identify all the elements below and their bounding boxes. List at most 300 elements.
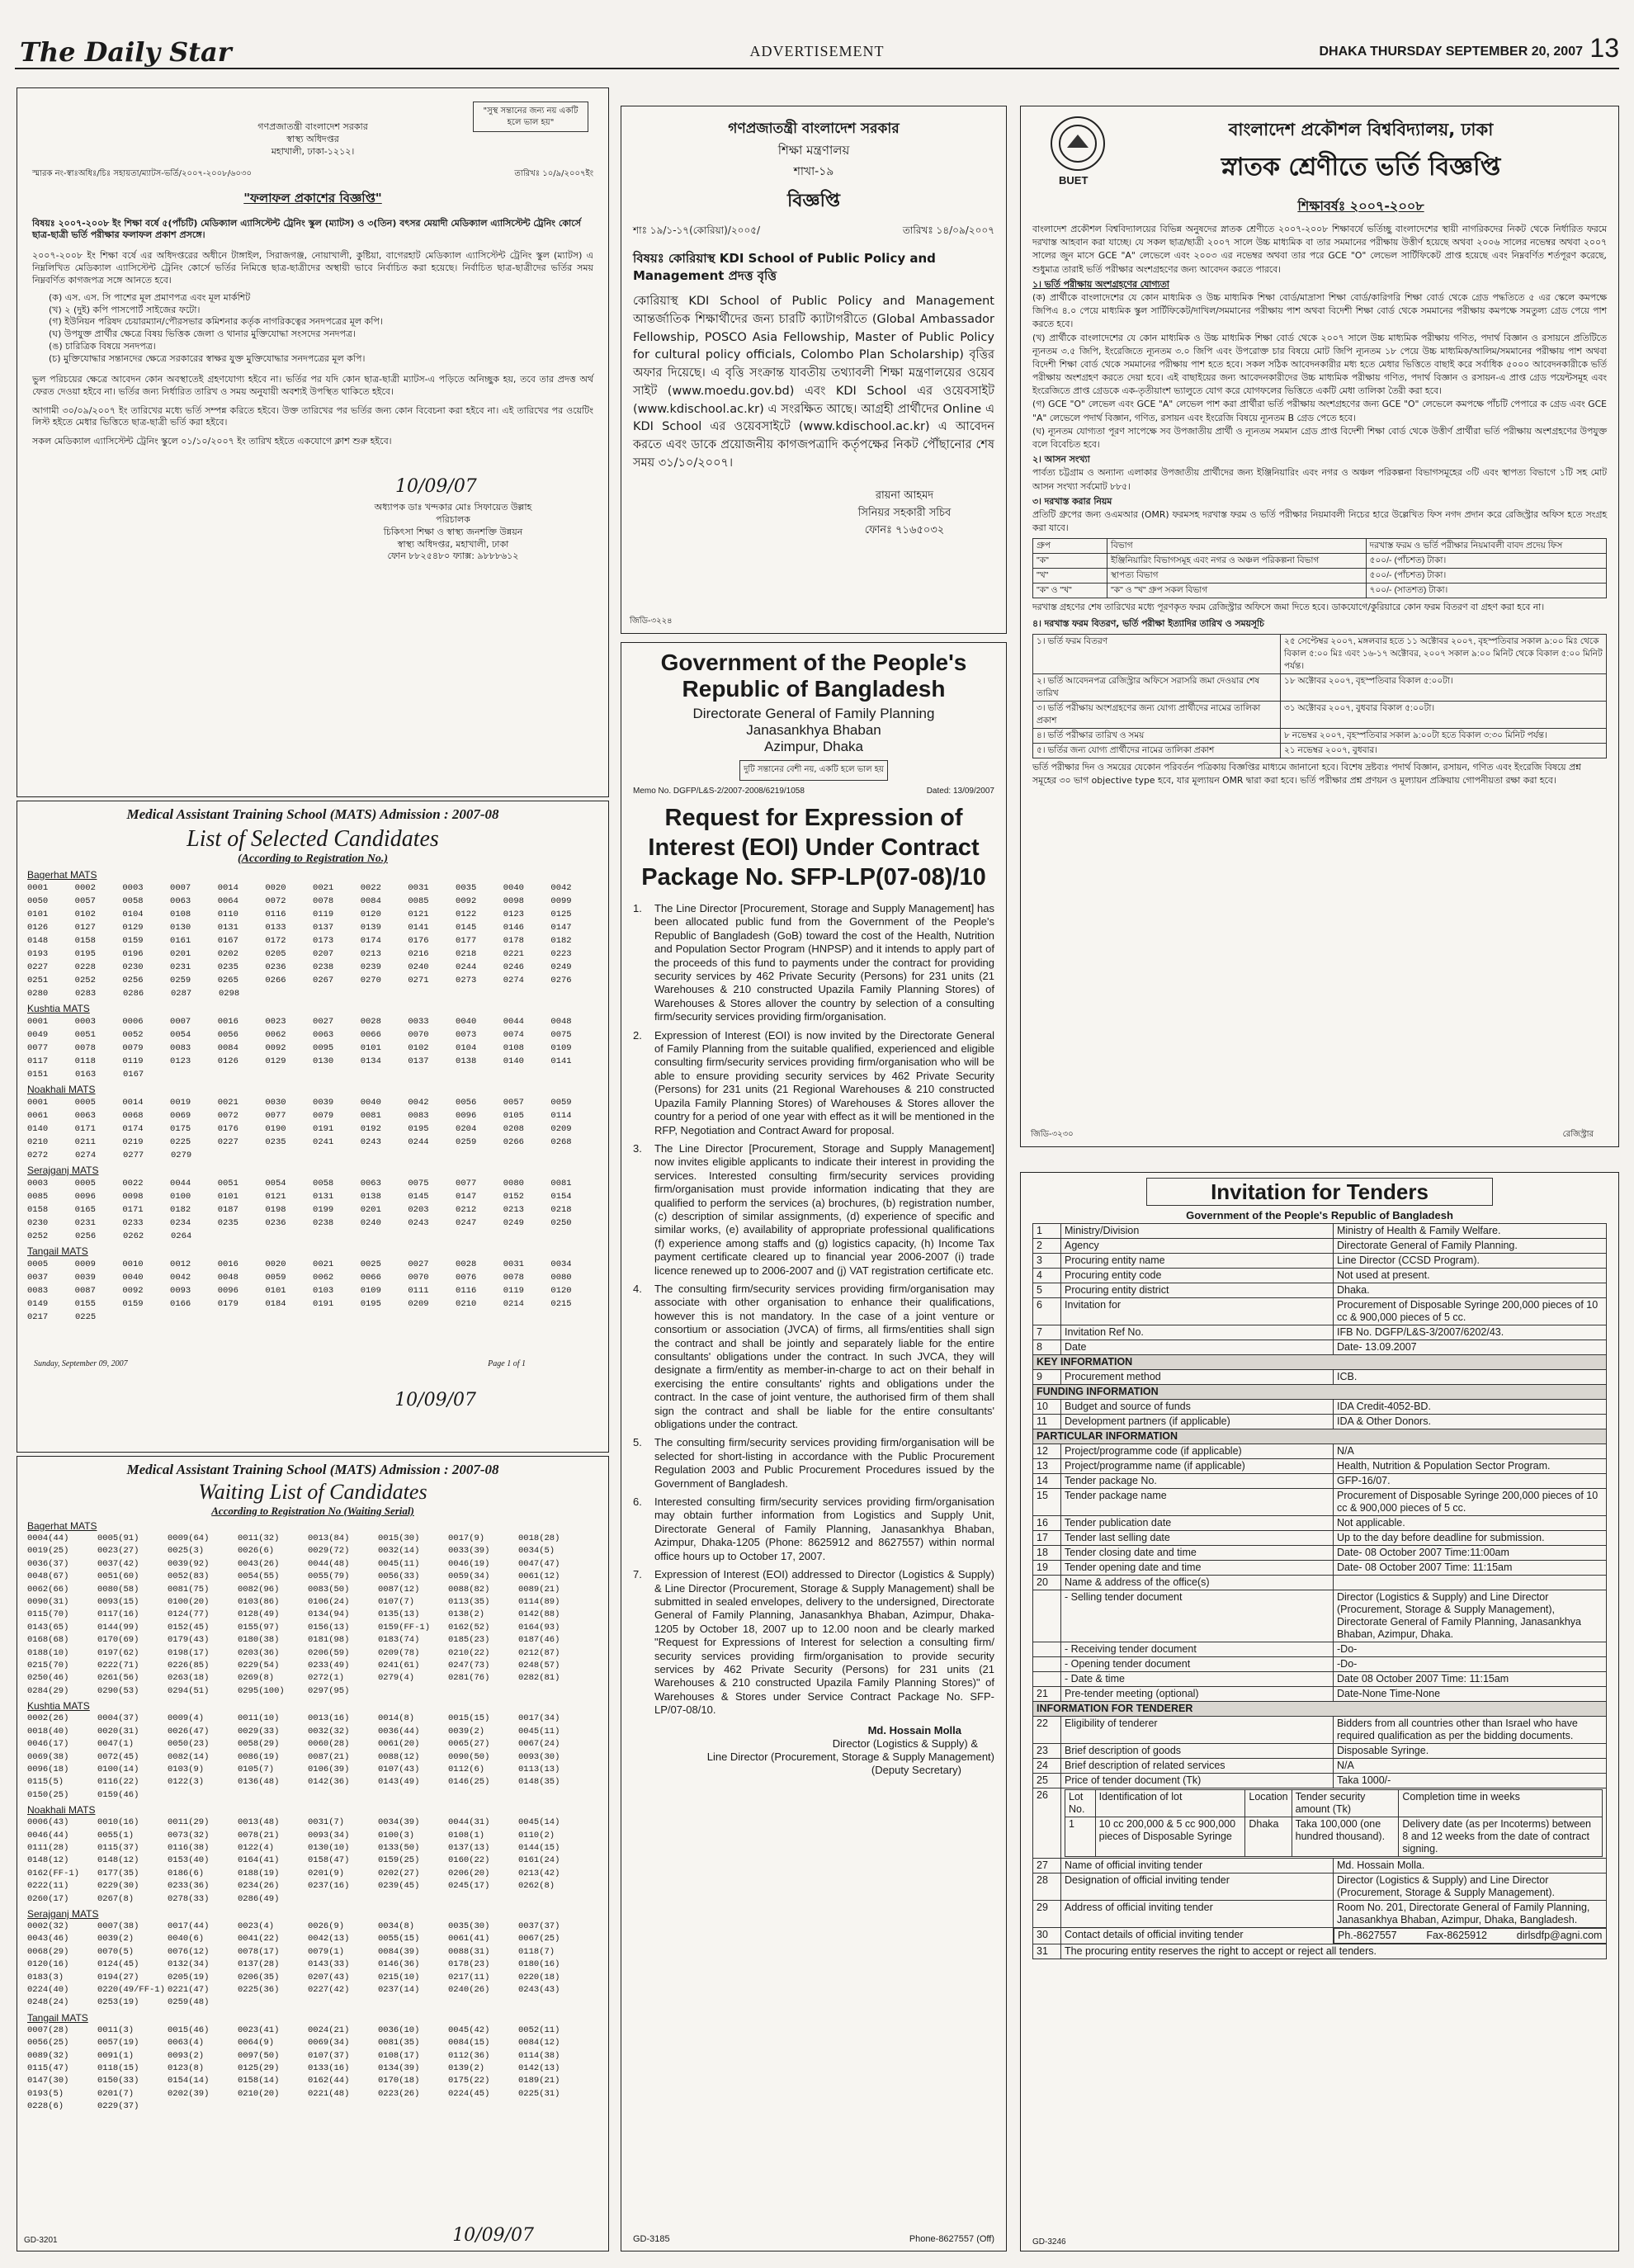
registration-number: 0040 [122,1273,144,1283]
table-row: ৫। ভর্তির জন্য যোগ্য প্রার্থীদের নামের তালিকা প্রকাশ ২১ নভেম্বর ২০০৭, বুধবার। [1033,743,1607,758]
registration-number: 0277 [123,1151,144,1160]
registration-number: 0236 [265,1218,286,1228]
waiting-entry: 0181(98) [308,1635,350,1646]
section-row [1033,1385,1607,1400]
registration-number: 0096 [74,1192,96,1202]
waiting-entry: 0054(55) [238,1571,280,1582]
waiting-entry: 0115(70) [27,1609,69,1620]
lot-header [1065,1790,1603,1817]
waiting-subtitle: According to Registration No (Waiting Serial) [211,1505,414,1517]
registration-number: 0034 [550,1259,572,1269]
waiting-entry: 0144(99) [97,1622,139,1632]
waiting-entry: 0070(5) [97,1946,135,1957]
registration-number: 0154 [550,1192,572,1202]
lot-id: 10 cc 200,000 & 5 cc 900,000 pieces of Disposable Syringe [1095,1817,1245,1857]
waiting-entry: 0103(9) [168,1764,205,1774]
registration-number: 0274 [503,976,524,985]
table-row [27,1996,598,2009]
signer-name: রায়না আহমদ [875,489,934,502]
registration-number: 0174 [360,936,381,946]
slogan-box: দুটি সন্তানের বেশী নয়, একটি হলে ভাল হয় [739,760,888,781]
eoi-items [633,902,994,1718]
item-number: 2. [633,1028,642,1042]
table-row [27,1726,598,1738]
memo-date: Dated: 13/09/2007 [926,787,994,796]
table-row [27,921,598,934]
waiting-entry: 0201(9) [308,1868,345,1878]
registration-number: 0133 [265,923,286,933]
area-label: Kushtia MATS [27,1003,90,1014]
registration-number: 0116 [265,910,286,919]
registration-number: 0130 [313,1056,334,1066]
selected-candidates [17,801,609,1453]
row-value: Dhaka. [1334,1283,1607,1298]
registration-number: 0070 [408,1030,429,1040]
registration-number: 0256 [75,1231,97,1241]
registration-number: 0001 [27,1017,49,1027]
row-value: Disposable Syringe. [1334,1744,1607,1759]
waiting-entry: 0023(4) [238,1921,275,1931]
waiting-entry: 0087(12) [378,1584,420,1595]
waiting-entry: 0034(39) [378,1817,420,1828]
row-label: Budget and source of funds [1061,1400,1334,1415]
row-label: Name & address of the office(s) [1061,1576,1334,1590]
registration-number: 0040 [360,1098,381,1108]
table-row [1033,1474,1607,1489]
registration-number: 0005 [27,1259,49,1269]
waiting-entry: 0005(91) [97,1533,139,1543]
row-number [1033,1642,1061,1657]
area-label: Bagerhat MATS [27,1520,97,1532]
registration-number: 0049 [27,1030,49,1040]
table-row [27,1609,598,1621]
waiting-entry: 0205(19) [168,1972,210,1982]
waiting-entry: 0234(26) [238,1881,280,1892]
registration-number: 0190 [265,1124,286,1134]
waiting-entry: 0263(18) [168,1673,210,1684]
waiting-entry: 0134(94) [308,1609,350,1620]
waiting-entry: 0061(41) [448,1934,490,1944]
tender-gov: Government of the People's Republic of Bangladesh [1186,1209,1453,1221]
waiting-entry: 0055(15) [378,1934,420,1944]
registration-number: 0175 [170,1124,191,1134]
waiting-entry: 0221(48) [308,2088,350,2099]
dept-name: স্বাস্থ্য অধিদপ্তর [286,133,339,144]
registration-number: 0031 [503,1259,524,1269]
registration-number: 0126 [217,1056,238,1066]
waiting-entry: 0229(37) [97,2101,139,2112]
registration-number: 0101 [265,1286,286,1296]
registration-number: 0037 [27,1273,49,1283]
memo-number: শাঃ ১৯/১-১৭(কোরিয়া)/২০০৫/ [633,224,761,236]
row-label: Tender opening date and time [1061,1561,1334,1576]
waiting-entry: 0007(38) [97,1921,139,1931]
signature: 10/09/07 [395,476,477,498]
waiting-entry: 0088(31) [448,1946,490,1957]
waiting-entry: 0124(45) [97,1959,139,1970]
waiting-entry: 0035(30) [448,1921,490,1931]
table-row [1033,1774,1607,1788]
table-row [27,1738,598,1751]
registration-number: 0103 [313,1286,334,1296]
waiting-entry: 0047(1) [97,1739,135,1750]
waiting-entry: 0047(47) [518,1558,560,1569]
table-row [1033,1516,1607,1531]
waiting-entry: 0058(29) [238,1739,280,1750]
registration-number: 0092 [456,896,477,906]
registration-number: 0140 [27,1124,49,1134]
registration-number: 0003 [74,1017,96,1027]
waiting-entry: 0013(84) [308,1533,350,1543]
row-number [1033,1590,1061,1642]
registration-number: 0083 [170,1043,191,1053]
registration-number: 0182 [550,936,572,946]
row-label: Procurement method [1061,1370,1334,1385]
signer-phone: Phone-8627557 (Off) [909,2234,994,2245]
registration-number: 0104 [122,910,144,919]
ad-code: GD-3185 [633,2234,670,2245]
fee-header: গ্রুপ [1033,539,1107,554]
waiting-entry: 0183(74) [378,1635,420,1646]
table-row [27,1533,598,1545]
registration-number: 0048 [550,1017,572,1027]
intro-text: বাংলাদেশ প্রকৌশল বিশ্ববিদ্যালয়ের বিভিন্ন অনুষদের স্নাতক শ্রেণীতে ২০০৭-২০০৮ শিক্ষাবর্ষে ভর্তিচ্ছু বাংলাদেশের স্থায়ী নাগরিকদের নিকট থেকে নির্ধারিত ফরমে দরখাস্ত আহবান করা যাচ্ছে। যে সকল ছাত্র/ছাত্রী ২০০৭ সালে উচ্চ মাধ্যমিক বা তার সমমানের পরীক্ষায় উত্তীর্ণ হয়েছে অথবা ২০০৬ সালের নভেম্বর অথবা ২০০৭ সালের জুন মাসে GCE "A" লেভেলে এবং ২০০৩ এর নভেম্বর অথবা তার পরে GCE "O" লেভেল সার্টিফিকেট প্রাপ্ত হয়েছে এবং নিম্নবর্ণিত শর্তপূরণ করেছে, শুধুমাত্র তারাই ভর্তি পরীক্ষার অংশগ্রহণের জন্য আবেদন করতে পারবে। [1032,224,1607,275]
signer-phone: ফোন ৮৮২৫৪৮০ ফ্যাক্স: ৯৮৮৮৬১২ [387,550,519,562]
registration-number: 0111 [408,1286,429,1296]
waiting-entry: 0029(33) [238,1726,280,1736]
table-row [27,934,598,947]
registration-number: 0131 [313,1192,334,1202]
table-row [27,1685,598,1698]
registration-number: 0211 [74,1137,96,1147]
admission-title: স্নাতক শ্রেণীতে ভর্তি বিজ্ঞপ্তি [1221,153,1501,182]
registration-number: 0219 [122,1137,144,1147]
row-value: Directorate General of Family Planning. [1334,1239,1607,1254]
row-number: 30 [1033,1928,1061,1944]
registration-number: 0129 [122,923,144,933]
row-label: Project/programme code (if applicable) [1061,1444,1334,1459]
registration-number: 0231 [170,962,191,972]
waiting-entry: 0247(73) [448,1661,490,1671]
registration-number: 0005 [74,1098,96,1108]
registration-number: 0225 [75,1312,97,1322]
waiting-entry: 0160(22) [448,1855,490,1866]
waiting-entry: 0206(59) [308,1647,350,1658]
registration-number: 0203 [408,1205,429,1215]
waiting-entry: 0146(25) [448,1777,490,1788]
registration-number: 0163 [75,1070,97,1080]
waiting-entry: 0081(75) [168,1584,210,1595]
lot-loc: Dhaka [1245,1817,1292,1857]
registration-number: 0178 [503,936,524,946]
registration-number: 0271 [408,976,429,985]
registration-number: 0230 [122,962,144,972]
row-value: Director (Logistics & Supply) and Line Director (Procurement, Storage & Supply Management). [1334,1873,1607,1901]
waiting-entry: 0215(10) [378,1972,420,1982]
table-row [27,2075,598,2087]
memo-date: তারিখঃ ১৪/০৯/২০০৭ [902,224,994,236]
row-value: Not used at present. [1334,1269,1607,1283]
waiting-entry: 0050(23) [168,1739,210,1750]
row-label: The procuring entity reserves the right to accept or reject all tenders. [1061,1944,1607,1959]
registration-number: 0149 [27,1299,49,1309]
registration-number: 0213 [360,949,381,959]
registration-number: 0280 [27,989,49,999]
item-number: 3. [633,1141,642,1155]
row-number: 16 [1033,1516,1061,1531]
waiting-entry: 0073(32) [168,1830,210,1840]
row-number: 15 [1033,1489,1061,1516]
registration-number: 0171 [122,1205,144,1215]
waiting-entry: 0015(30) [378,1533,420,1543]
waiting-entry: 0153(40) [168,1855,210,1866]
tender-title: Invitation for Tenders [1146,1178,1493,1206]
waiting-entry: 0168(68) [27,1635,69,1646]
waiting-entry: 0064(9) [238,2038,275,2048]
registration-number: 0075 [550,1030,572,1040]
registration-number: 0054 [265,1179,286,1188]
table-row [27,895,598,908]
waiting-entry: 0148(12) [27,1855,69,1866]
registration-number: 0209 [408,1299,429,1309]
registration-number: 0108 [170,910,191,919]
table-row [27,1028,598,1042]
gov-name: গণপ্রজাতন্ত্রী বাংলাদেশ সরকার [728,120,900,137]
waiting-entry: 0039(92) [168,1558,210,1569]
registration-number: 0138 [360,1192,381,1202]
section-heading: INFORMATION FOR TENDERER [1033,1702,1607,1717]
registration-number: 0286 [123,989,144,999]
registration-number: 0243 [408,1218,429,1228]
eoi-item [633,902,994,1024]
waiting-entry: 0154(14) [168,2076,210,2086]
waiting-entry: 0295(100) [238,1685,285,1696]
registration-number: 0052 [122,1030,144,1040]
row-number: 10 [1033,1400,1061,1415]
waiting-entry: 0133(16) [308,2063,350,2074]
registration-number: 0014 [122,1098,144,1108]
waiting-entry: 0281(76) [448,1673,490,1684]
signer-title-3: (Deputy Secretary) [871,1763,961,1776]
waiting-entry: 0125(29) [238,2063,280,2074]
registration-number: 0218 [550,1205,572,1215]
registration-number: 0027 [313,1017,334,1027]
registration-number: 0010 [122,1259,144,1269]
waiting-entry: 0116(38) [168,1842,210,1853]
table-row [27,1634,598,1647]
registration-number: 0075 [408,1179,429,1188]
registration-number: 0240 [408,962,429,972]
fee-header: দরখাস্ত ফরম ও ভর্তি পরীক্ষার নিয়মাবলী বাবদ প্রদেয় ফিস [1366,539,1606,554]
registration-number: 0102 [74,910,96,919]
waiting-entry: 0135(13) [378,1609,420,1620]
waiting-entry: 0156(13) [308,1622,350,1632]
registration-number: 0234 [170,1218,191,1228]
registration-number: 0095 [313,1043,334,1053]
registration-number: 0001 [27,1098,49,1108]
registration-number: 0021 [313,1259,334,1269]
waiting-entry: 0143(33) [308,1959,350,1970]
waiting-entry: 0164(93) [518,1622,560,1632]
row-number: 27 [1033,1859,1061,1873]
registration-number: 0063 [360,1179,381,1188]
waiting-entry: 0059(34) [448,1571,490,1582]
waiting-entry: 0115(5) [27,1777,64,1788]
row-number: 25 [1033,1774,1061,1788]
registration-number: 0044 [170,1179,191,1188]
item-text: Interested consulting firm/security services providing firm/organisation may obtain further information from Logistics and Supply Unit, Directorate General of Family Planning, Janasankhya Bhaban, Azimpur, Dhaka-1205 (Phone: 8625912 and 8627557) within normal office hours up to October 17, 2007. [654,1495,994,1562]
table-row [27,1596,598,1609]
item-text: Expression of Interest (EOI) addressed to Director (Logistics & Supply) & Line Director (Procurement, Storage & Supply Management) shall be submitted in sealed envelopes, delivery to the undersigned, Directorate General of Family Planning, Janasankhya Bhaban, Azimpur, Dhaka-1205 by October 18, 2007 up to 12.00 noon and be clearly marked "Request for Expressions of Interest for selection a consulting firm/ security services providing firm/organisation to provide security services by 462 Private Security (Persons) for 231 units (21 Warehouses & 210 constructed Upazila Family Planning Stores)" of Warehouses & Stores under Service Contract Package No. SFP-LP/07-08/10. [654,1568,994,1717]
waiting-entry: 0144(15) [518,1842,560,1853]
registration-number: 0085 [408,896,429,906]
waiting-entry: 0159(FF-1) [378,1622,431,1632]
row-value: Not applicable. [1334,1516,1607,1531]
waiting-entry: 0197(62) [97,1647,139,1658]
registration-number: 0005 [74,1179,96,1188]
table-row [1033,1642,1607,1657]
registration-number: 0252 [74,976,96,985]
registration-number: 0056 [217,1030,238,1040]
registration-number: 0161 [170,936,191,946]
registration-number: 0212 [456,1205,477,1215]
waiting-entry: 0180(38) [238,1635,280,1646]
waiting-entry: 0260(17) [27,1893,69,1904]
row-value: Line Director (CCSD Program). [1334,1254,1607,1269]
table-row [1033,1400,1607,1415]
registration-number: 0121 [408,910,429,919]
memo-date: তারিখঃ ১০/৯/২০০৭ইং [514,168,593,178]
registration-number: 0240 [360,1218,381,1228]
registration-number: 0238 [313,1218,334,1228]
table-row: "ক" ও "খ" "ক" ও "খ" গ্রুপ সকল বিভাগ ৭০০/- (সাতশত) টাকা। [1033,584,1607,598]
table-row [27,1660,598,1672]
row-label: Agency [1061,1239,1334,1254]
signer-name: Md. Hossain Molla [867,1723,961,1736]
table-row [1033,1672,1607,1687]
waiting-entry: 0078(21) [238,1830,280,1840]
registration-number: 0251 [27,976,49,985]
notice-subject: বিষয়ঃ ২০০৭-২০০৮ ইং শিক্ষা বর্ষে ৫(পাঁচটি) মেডিক্যাল এ্যাসিস্টেন্ট ট্রেনিং স্কুল (ম্যাটস) ও ৩(তিন) বৎসর মেয়াদী মেডিক্যাল এ্যাসিস্টেন্ট ট্রেনিং কোর্সে ছাত্র-ছাত্রী ভর্তি পরীক্ষার ফলাফল প্রকাশ প্রসঙ্গে। [32,217,581,241]
registration-number: 0073 [456,1030,477,1040]
table-row [27,1122,598,1136]
section-2-heading: ২। আসন সংখ্যা [1032,454,1090,465]
registration-number: 0195 [408,1124,429,1134]
item-text: The Line Director [Procurement, Storage and Supply Management] now invites eligible applicants to indicate their interest in providing the services. Interested consulting firm/security services providing firm/organisation must provide information indicating that they are qualified to perform the services (a) brochures, (b) registration number, (c) description of similar assignments, (d) experience of specific and similar works, (e) availability of appropriate professional qualifications (f) experience among staffs and (g) logistics capacity, (h) Income Tax payment certificate cleared up to financial year 2006-2007 (i) trade licence renewed up to 2006-2007 and (j) VAT registration certificate etc. [654,1141,994,1277]
waiting-entry: 0011(10) [238,1713,280,1724]
selected-footer-date: Sunday, September 09, 2007 [34,1359,128,1368]
table-row [1033,1759,1607,1774]
waiting-entry: 0062(66) [27,1584,69,1595]
registration-number: 0019 [170,1098,191,1108]
registration-number: 0172 [265,936,286,946]
row-label: Project/programme name (if applicable) [1061,1459,1334,1474]
waiting-entry: 0037(37) [518,1921,560,1931]
registration-number: 0123 [503,910,524,919]
registration-number: 0059 [550,1098,572,1108]
row-number: 17 [1033,1531,1061,1546]
row-label: - Opening tender document [1061,1657,1334,1672]
section-5-text: ভর্তি পরীক্ষার দিন ও সময়ের যেকোন পরিবর্তন পত্রিকায় বিজ্ঞপ্তির মাধ্যমে জানানো হবে। বিশেষ দ্রষ্টব্যঃ পদার্থ বিজ্ঞান, রসায়ন, গণিত এবং ইংরেজি বিষয়ে প্রশ্ন সমূহের ৩০ ভাগ objective type হবে, যার মূল্যায়ন OMR দ্বারা করা হবে। ভর্তি পরীক্ষার প্রশ্ন প্রণয়ন ও মূল্যায়ন প্রক্রিয়ায় গোপনীয়তা রক্ষা করা হবে। [1032,761,1581,786]
registration-number: 0070 [408,1273,429,1283]
registration-number: 0266 [503,1137,524,1147]
waiting-entry: 0067(25) [518,1934,560,1944]
waiting-entry: 0179(43) [168,1635,210,1646]
waiting-entry: 0090(50) [448,1751,490,1762]
table-row [27,1946,598,1959]
registration-number: 0207 [313,949,334,959]
registration-number: 0119 [503,1286,524,1296]
registration-number: 0101 [217,1192,238,1202]
waiting-entry: 0124(77) [168,1609,210,1620]
registration-number: 0130 [170,923,191,933]
memo-number: স্মারক নং-স্বাঃঅধিঃ/চিঃ সহায়তা/ম্যাটস-ভর্তি/২০০৭-২০০৮/৬০৩০ [32,168,253,178]
table-row [27,1149,598,1162]
row-number: 3 [1033,1254,1061,1269]
row-value: IDA & Other Donors. [1334,1415,1607,1429]
section-1b: (খ) প্রার্থীকে বাংলাদেশের যে কোন মাধ্যমিক ও উচ্চ মাধ্যমিক শিক্ষা বোর্ড থেকে ২০০৭ সালে উচ্চ মাধ্যমিক পরীক্ষায় গণিত, পদার্থ বিজ্ঞান ও রসায়নে প্রতিটিতে ন্যূনতম ৩.৫ জিপি, ইংরেজিতে ন্যূনতম ৩.০ জিপি এবং উপরোক্ত চার বিষয়ে মোট জিপি ন্যূনতম ১৮ পেয়ে উচ্চ মাধ্যমিক/আলিম/সমমানের পরীক্ষায় পাশ অথবা বিদেশী শিক্ষা বোর্ড থেকে সমমানের পরীক্ষায় পাশ হতে হবে। সকল সঠিক আবেদনকারীর মধ্য হতে মেধার ভিত্তিতে বাছাই করে সর্বাধিক ৫০০০ আবেদনকারীকে ভর্তি পরীক্ষায় অংশগ্রহণ করতে দেয়া হবে। এই বাছাইয়ের জন্য আবেদনকারীদের উচ্চ মাধ্যমিক পরীক্ষায় গণিত, পদার্থ বিজ্ঞান ও রসায়ন-এ প্রাপ্ত গ্রেড পয়েন্টসমূহ এবং ইংরেজিতে প্রাপ্ত গ্রেডকে এক-তৃতীয়াংশ ভ্যালুতে যোগ করে যোগফলের ভিত্তিতে একটি মেধা তালিকা তৈরী করা হবে। [1032,332,1607,397]
waiting-entry: 0159(46) [97,1789,139,1800]
waiting-entry: 0084(15) [448,2038,490,2048]
row-number: 9 [1033,1370,1061,1385]
lot-header-cell: Tender security amount (Tk) [1292,1790,1399,1817]
row-label: Address of official inviting tender [1061,1901,1334,1928]
area-label: Tangail MATS [27,1245,88,1257]
table-row [27,974,598,987]
waiting-entry: 0248(57) [518,1661,560,1671]
table-row [27,1545,598,1557]
waiting-entry: 0118(15) [97,2063,139,2074]
waiting-entry: 0013(48) [238,1817,280,1828]
issue-date: DHAKA THURSDAY SEPTEMBER 20, 2007 [1319,45,1583,59]
row-number: 7 [1033,1325,1061,1340]
waiting-entry: 0088(82) [448,1584,490,1595]
table-row [1033,1546,1607,1561]
registration-number: 0098 [503,896,524,906]
registration-number: 0096 [456,1111,477,1121]
registration-number: 0105 [503,1111,524,1121]
waiting-entry: 0223(26) [378,2088,420,2099]
lot-header-cell: Identification of lot [1095,1790,1245,1817]
waiting-entry: 0006(43) [27,1817,69,1828]
waiting-entry: 0023(27) [97,1546,139,1557]
registration-number: 0077 [265,1111,286,1121]
waiting-entry: 0225(31) [518,2088,560,2099]
table-row: ২। ভর্তি আবেদনপত্র রেজিস্ট্রার অফিসে সরাসরি জমা দেওয়ার শেষ তারিখ ১৮ অক্টোবর ২০০৭, বৃহস্পতিবার বিকাল ৫:০০টা। [1033,673,1607,701]
waiting-entry: 0014(8) [378,1713,415,1724]
waiting-entry: 0164(41) [238,1855,280,1866]
registration-number: 0155 [74,1299,96,1309]
row-number: 18 [1033,1546,1061,1561]
eoi-item [633,1568,994,1717]
table-row: ৪। ভর্তি পরীক্ষার তারিখ ও সময় ৮ নভেম্বর ২০০৭, বৃহস্পতিবার সকাল ৯:০০টা হতে বিকাল ৩:৩০ মিনিট পর্যন্ত। [1033,728,1607,743]
table-row [27,1855,598,1867]
registration-number: 0265 [217,976,238,985]
waiting-entry: 0096(18) [27,1764,69,1774]
table-row [1033,1531,1607,1546]
waiting-entry: 0240(26) [448,1985,490,1995]
registration-number: 0243 [360,1137,381,1147]
waiting-entry: 0080(58) [97,1584,139,1595]
registration-number: 0267 [313,976,334,985]
waiting-entry: 0110(2) [518,1830,555,1840]
waiting-entry: 0203(36) [238,1647,280,1658]
waiting-entry: 0228(6) [27,2101,64,2112]
registration-number: 0216 [408,949,429,959]
waiting-entry: 0114(89) [518,1597,560,1608]
registration-number: 0078 [503,1273,524,1283]
row-label: Name of official inviting tender [1061,1859,1334,1873]
